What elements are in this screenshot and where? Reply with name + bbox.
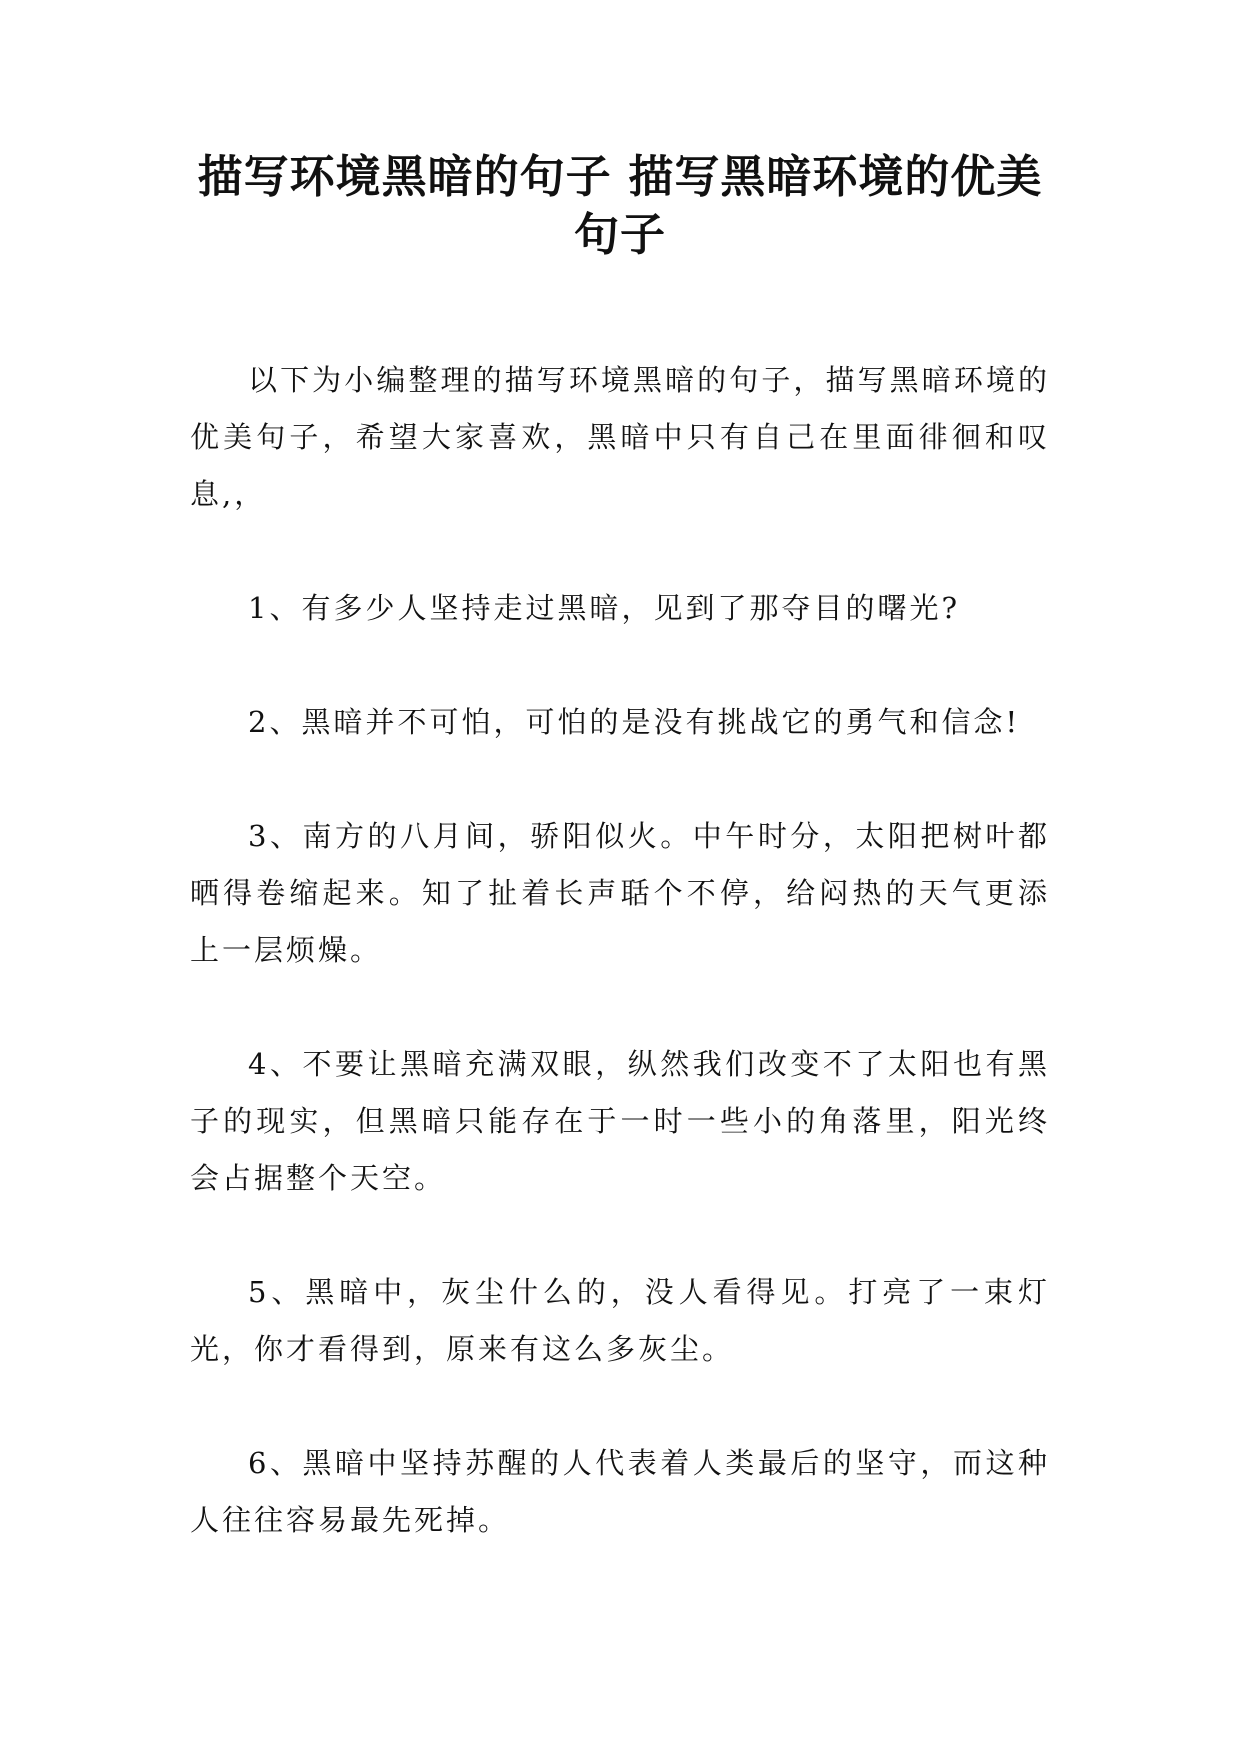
sentence-4: 4、不要让黑暗充满双眼，纵然我们改变不了太阳也有黑子的现实，但黑暗只能存在于一时一些小的角落里，阳光终会占据整个天空。 bbox=[190, 1047, 1050, 1195]
sentence-3: 3、南方的八月间，骄阳似火。中午时分，太阳把树叶都晒得卷缩起来。知了扯着长声聒个不停，给闷热的天气更添上一层烦燥。 bbox=[190, 819, 1050, 967]
intro-paragraph: 以下为小编整理的描写环境黑暗的句子，描写黑暗环境的优美句子，希望大家喜欢，黑暗中只有自己在里面徘徊和叹息,， bbox=[190, 363, 1050, 511]
sentence-5: 5、黑暗中，灰尘什么的，没人看得见。打亮了一束灯光，你才看得到，原来有这么多灰尘。 bbox=[190, 1275, 1050, 1366]
sentence-2: 2、黑暗并不可怕，可怕的是没有挑战它的勇气和信念! bbox=[248, 705, 1021, 739]
sentence-1: 1、有多少人坚持走过黑暗，见到了那夺目的曙光? bbox=[248, 591, 960, 625]
document-body bbox=[190, 352, 1050, 1606]
document-title: 描写环境黑暗的句子 描写黑暗环境的优美句子 bbox=[197, 150, 1043, 261]
sentence-6: 6、黑暗中坚持苏醒的人代表着人类最后的坚守，而这种人往往容易最先死掉。 bbox=[190, 1446, 1050, 1537]
